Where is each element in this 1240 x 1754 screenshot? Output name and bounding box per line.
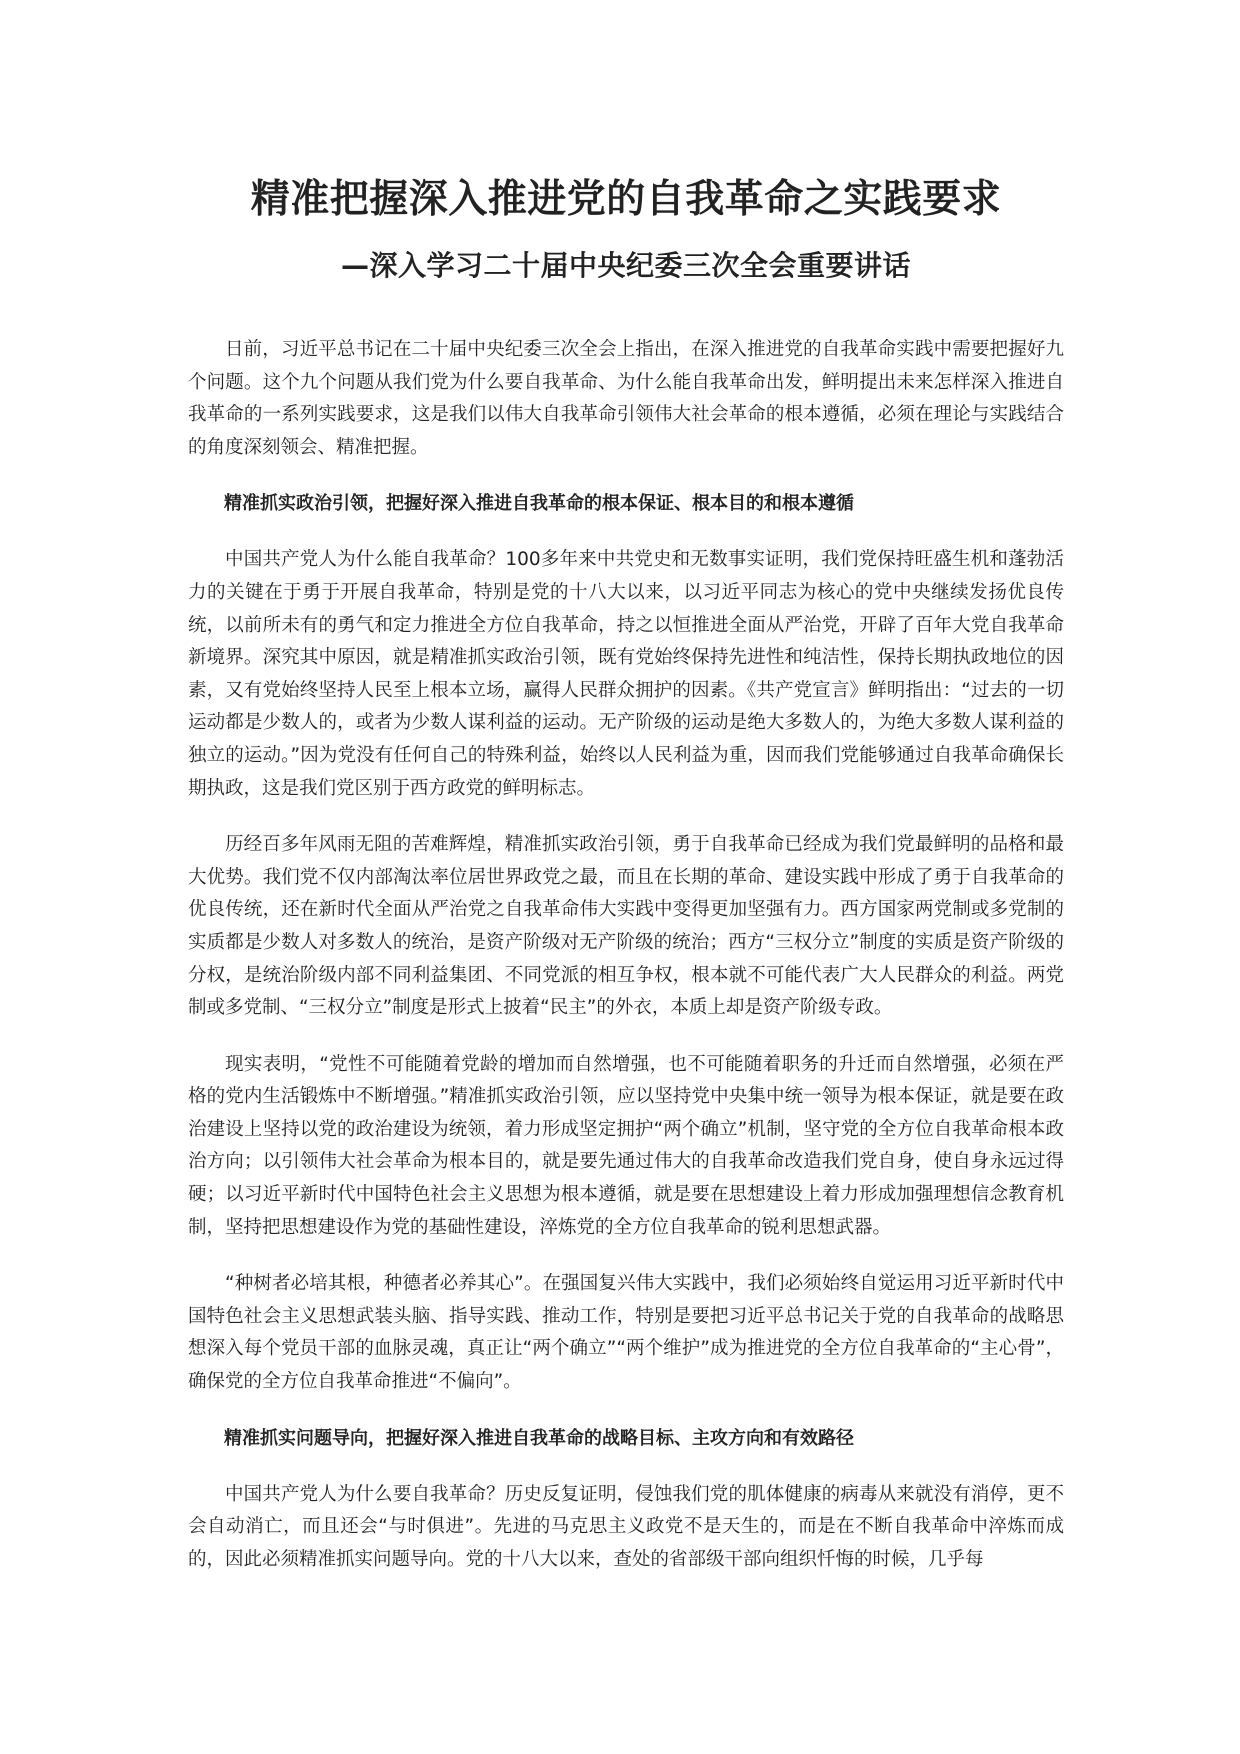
body-paragraph: 中国共产党人为什么能自我革命？100多年来中共党史和无数事实证明，我们党保持旺盛生机和蓬勃活力的关键在于勇于开展自我革命，特别是党的十八大以来，以习近平同志为核心的党中央继续发扬优良传统，以前所未有的勇气和定力推进全方位自我革命，持之以恒推进全面从严治党，开辟了百年大党自我革命新境界。深究其中原因，就是精准抓实政治引领，既有党始终保持先进性和纯洁性，保持长期执政地位的因素，又有党始终坚持人民至上根本立场，赢得人民群众拥护的因素。《共产党宣言》鲜明指出：“过去的一切运动都是少数人的，或者为少数人谋利益的运动。无产阶级的运动是绝大多数人的，为绝大多数人谋利益的独立的运动。”因为党没有任何自己的特殊利益，始终以人民利益为重，因而我们党能够通过自我革命确保长期执政，这是我们党区别于西方政党的鲜明标志。 bbox=[188, 549, 1064, 799]
body-paragraph: 日前，习近平总书记在二十届中央纪委三次全会上指出，在深入推进党的自我革命实践中需要把握好九个问题。这个九个问题从我们党为什么要自我革命、为什么能自我革命出发，鲜明提出未来怎样深入推进自我革命的一系列实践要求，这是我们以伟大自我革命引领伟大社会革命的根本遵循，必须在理论与实践结合的角度深刻领会、精准把握。 bbox=[188, 339, 1064, 458]
body-paragraph: 历经百多年风雨无阻的苦难辉煌，精准抓实政治引领，勇于自我革命已经成为我们党最鲜明的品格和最大优势。我们党不仅内部淘汰率位居世界政党之最，而且在长期的革命、建设实践中形成了勇于自我革命的优良传统，还在新时代全面从严治党之自我革命伟大实践中变得更加坚强有力。西方国家两党制或多党制的实质都是少数人对多数人的统治，是资产阶级对无产阶级的统治；西方“三权分立”制度的实质是资产阶级的分权，是统治阶级内部不同利益集团、不同党派的相互争权，根本就不可能代表广大人民群众的利益。两党制或多党制、“三权分立”制度是形式上披着“民主”的外衣，本质上却是资产阶级专政。 bbox=[188, 834, 1064, 1019]
document-subtitle: —深入学习二十届中央纪委三次全会重要讲话 bbox=[340, 249, 911, 282]
document-page bbox=[188, 170, 1064, 1600]
body-paragraph: “种树者必培其根，种德者必养其心”。在强国复兴伟大实践中，我们必须始终自觉运用习近平新时代中国特色社会主义思想武装头脑、指导实践、推动工作，特别是要把习近平总书记关于党的自我革命的战略思想深入每个党员干部的血脉灵魂，真正让“两个确立”“两个维护”成为推进党的全方位自我革命的“主心骨”，确保党的全方位自我革命推进“不偏向”。 bbox=[188, 1273, 1064, 1393]
document-body bbox=[188, 334, 1064, 1576]
body-paragraph: 现实表明，“党性不可能随着党龄的增加而自然增强，也不可能随着职务的升迁而自然增强，必须在严格的党内生活锻炼中不断增强。”精准抓实政治引领，应以坚持党中央集中统一领导为根本保证，就是要在政治建设上坚持以党的政治建设为统领，着力形成坚定拥护“两个确立”机制，坚守党的全方位自我革命根本政治方向；以引领伟大社会革命为根本目的，就是要先通过伟大的自我革命改造我们党自身，使自身永远过得硬；以习近平新时代中国特色社会主义思想为根本遵循，就是要在思想建设上着力形成加强理想信念教育机制，坚持把思想建设作为党的基础性建设，淬炼党的全方位自我革命的锐利思想武器。 bbox=[188, 1053, 1064, 1238]
document-title: 精准把握深入推进党的自我革命之实践要求 bbox=[250, 177, 1002, 222]
section-heading: 精准抓实政治引领，把握好深入推进自我革命的根本保证、根本目的和根本遵循 bbox=[224, 493, 854, 515]
body-paragraph: 中国共产党人为什么要自我革命？历史反复证明，侵蚀我们党的肌体健康的病毒从来就没有消停，更不会自动消亡，而且还会“与时俱进”。先进的马克思主义政党不是天生的，而是在不断自我革命中淬炼而成的，因此必须精准抓实问题导向。党的十八大以来，查处的省部级干部向组织忏悔的时候，几乎每 bbox=[188, 1483, 1064, 1570]
section-heading: 精准抓实问题导向，把握好深入推进自我革命的战略目标、主攻方向和有效路径 bbox=[224, 1427, 854, 1449]
